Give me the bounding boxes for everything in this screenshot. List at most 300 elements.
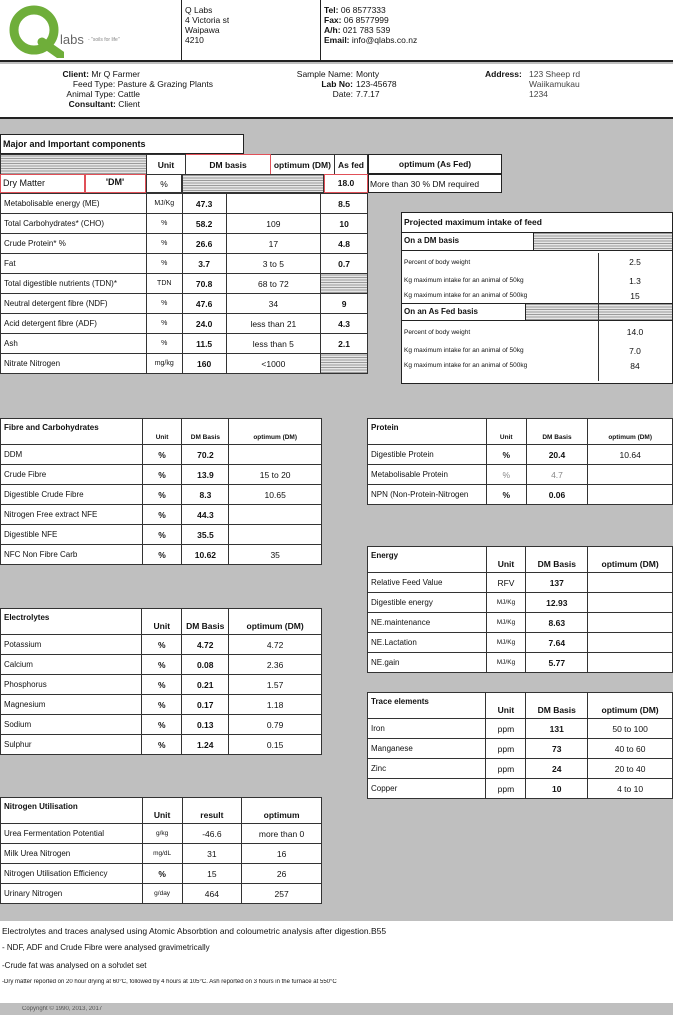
value-cell: 31: [182, 844, 242, 864]
table-row: [368, 633, 673, 653]
value-cell: 0.06: [526, 485, 588, 505]
table-row: [1, 234, 368, 254]
major-table: [0, 154, 368, 175]
table-row: [1, 884, 322, 904]
fibre-table: [0, 418, 322, 565]
col-header: DM basis: [186, 155, 270, 175]
client-label: Client:: [62, 69, 89, 79]
intake-title: Projected maximum intake of feed: [402, 213, 672, 233]
feed-value: Pasture & Grazing Plants: [117, 79, 213, 89]
lab-no-label: Lab No:: [321, 79, 353, 89]
hatched-cell: [1, 155, 147, 175]
table-row: [1, 695, 322, 715]
unit-cell: MJ/Kg: [486, 593, 526, 613]
intake-row: [402, 343, 672, 358]
col-header: optimum (DM): [229, 609, 322, 635]
optimum-value: 35: [229, 545, 322, 565]
col-header: DM Basis: [526, 693, 588, 719]
unit-cell: ppm: [486, 759, 526, 779]
intake-value: 1.3: [629, 275, 641, 286]
note: -Dry matter reported on 20 hour drying at 60°C, followed by 4 hours at 105°C. Ash reported on 3 hours in the furnace at 550°C: [2, 979, 337, 985]
unit-cell: %: [142, 505, 182, 525]
dry-matter-code: 'DM': [85, 175, 145, 192]
value-cell: 20.4: [526, 445, 588, 465]
optimum-value: 10.64: [588, 445, 673, 465]
as-fed-value: 4.3: [321, 314, 368, 334]
row-label: Metabolisable energy (ME): [1, 194, 147, 214]
dm-value: 160: [182, 354, 226, 374]
unit-cell: %: [142, 655, 182, 675]
table-row: [368, 739, 673, 759]
table-row: [1, 824, 322, 844]
row-label: NPN (Non-Protein-Nitrogen: [368, 485, 487, 505]
optimum-value: [588, 653, 673, 673]
row-label: Digestible NFE: [1, 525, 143, 545]
unit-cell: MJ/Kg: [146, 194, 182, 214]
table-row: [1, 354, 368, 374]
table-row: [368, 719, 673, 739]
optimum-value: [588, 613, 673, 633]
value-cell: 13.9: [182, 465, 229, 485]
table-row: [1, 844, 322, 864]
row-label: Digestible Protein: [368, 445, 487, 465]
optimum-value: [588, 633, 673, 653]
value-cell: 4.72: [182, 635, 229, 655]
header-row: [368, 693, 673, 719]
optimum-value: 109: [226, 214, 321, 234]
q-logo-icon: [6, 4, 64, 58]
value-cell: 8.3: [182, 485, 229, 505]
optimum-value: 16: [242, 844, 322, 864]
col-header: Unit: [142, 798, 182, 824]
logo-tagline: - "soils for life": [88, 37, 120, 43]
unit-cell: %: [142, 445, 182, 465]
unit-cell: %: [146, 334, 182, 354]
row-label: Calcium: [1, 655, 142, 675]
intake-table: [401, 212, 673, 384]
hatched-cell: [321, 274, 368, 294]
optimum-as-fed-header: optimum (As Fed): [368, 154, 502, 174]
optimum-value: 26: [242, 864, 322, 884]
optimum-value: less than 5: [226, 334, 321, 354]
intake-label: Percent of body weight: [404, 258, 471, 266]
intake-label: Kg maximum intake for an animal of 50kg: [404, 277, 524, 284]
row-label: Fat: [1, 254, 147, 274]
header-row: [1, 798, 322, 824]
col-header: Unit: [142, 419, 182, 445]
optimum-value: <1000: [226, 354, 321, 374]
tel-label: Tel:: [324, 5, 339, 15]
table-row: [1, 675, 322, 695]
optimum-value: [229, 445, 322, 465]
optimum-value: 4 to 10: [588, 779, 673, 799]
unit-cell: TDN: [146, 274, 182, 294]
unit-cell: %: [486, 465, 526, 485]
table-row: [368, 465, 673, 485]
table-row: [1, 635, 322, 655]
intake-dm-title: On a DM basis: [402, 233, 534, 250]
value-cell: 10: [526, 779, 588, 799]
intake-value: 84: [630, 360, 640, 371]
header-row: [1, 609, 322, 635]
client-address-line: 1234: [529, 89, 548, 99]
optimum-value: 40 to 60: [588, 739, 673, 759]
row-label: Metabolisable Protein: [368, 465, 487, 485]
unit-cell: %: [486, 485, 526, 505]
value-cell: 44.3: [182, 505, 229, 525]
optimum-value: more than 0: [242, 824, 322, 844]
unit-cell: %: [146, 214, 182, 234]
lab-name: Q Labs: [185, 5, 213, 15]
section-title: Fibre and Carbohydrates: [1, 419, 143, 445]
value-cell: 5.77: [526, 653, 588, 673]
col-header: optimum: [242, 798, 322, 824]
address-line: 4210: [185, 35, 204, 45]
unit-cell: %: [142, 675, 182, 695]
value-cell: 4.7: [526, 465, 588, 485]
intake-value: 14.0: [626, 327, 644, 337]
table-row: [368, 573, 673, 593]
feed-label: Feed Type:: [72, 79, 116, 89]
row-label: NE.gain: [368, 653, 487, 673]
table-row: [368, 759, 673, 779]
unit-cell: g/kg: [142, 824, 182, 844]
hatched-cell: [321, 354, 368, 374]
as-fed-value: 8.5: [321, 194, 368, 214]
intake-row: [402, 321, 672, 343]
row-label: Crude Protein* %: [1, 234, 147, 254]
table-row: [1, 505, 322, 525]
address-line: 4 Victoria st: [185, 15, 230, 25]
unit-cell: mg/kg: [146, 354, 182, 374]
table-row: [1, 194, 368, 214]
value-cell: 15: [182, 864, 242, 884]
row-label: Nitrate Nitrogen: [1, 354, 147, 374]
lab-address: [185, 5, 229, 45]
unit-cell: RFV: [486, 573, 526, 593]
optimum-value: [226, 194, 321, 214]
optimum-value: 2.36: [229, 655, 322, 675]
email-label: Email:: [324, 35, 350, 45]
note: - NDF, ADF and Crude Fibre were analysed gravimetrically: [2, 943, 210, 952]
address-line: Waipawa: [185, 25, 220, 35]
table-row: [1, 525, 322, 545]
row-label: Crude Fibre: [1, 465, 143, 485]
row-label: Zinc: [368, 759, 486, 779]
dm-value: 26.6: [182, 234, 226, 254]
row-label: Sulphur: [1, 735, 142, 755]
table-row: [1, 655, 322, 675]
unit-cell: %: [146, 314, 182, 334]
optimum-value: [229, 525, 322, 545]
col-header: optimum (DM): [229, 419, 322, 445]
table-row: [368, 779, 673, 799]
animal-label: Animal Type:: [66, 89, 116, 99]
optimum-value: [588, 465, 673, 485]
row-label: Manganese: [368, 739, 486, 759]
value-cell: 0.21: [182, 675, 229, 695]
logo-text: labs: [60, 32, 84, 47]
header-row: [1, 419, 322, 445]
row-label: Iron: [368, 719, 486, 739]
lab-no-value: 123-45678: [356, 79, 397, 89]
hatched-cell: [534, 233, 672, 250]
col-header: Unit: [142, 609, 182, 635]
as-fed-value: 2.1: [321, 334, 368, 354]
col-header: Unit: [486, 419, 526, 445]
unit-cell: %: [142, 485, 182, 505]
optimum-value: less than 21: [226, 314, 321, 334]
row-label: NE.maintenance: [368, 613, 487, 633]
table-row: [1, 314, 368, 334]
table-row: [1, 485, 322, 505]
animal-value: Cattle: [117, 89, 140, 99]
optimum-value: 0.15: [229, 735, 322, 755]
nitrogen-table: [0, 797, 322, 904]
optimum-value: [588, 485, 673, 505]
row-label: Nitrogen Utilisation Efficiency: [1, 864, 143, 884]
table-row: [368, 445, 673, 465]
unit-cell: %: [486, 445, 526, 465]
client-value: Mr Q Farmer: [91, 69, 140, 79]
col-header: Unit: [486, 693, 526, 719]
unit-cell: %: [142, 735, 182, 755]
header-row: [368, 419, 673, 445]
col-header: As fed: [335, 155, 368, 175]
major-title: Major and Important components: [0, 134, 244, 154]
table-row: [1, 864, 322, 884]
value-cell: 7.64: [526, 633, 588, 653]
optimum-value: [588, 593, 673, 613]
table-row: [1, 334, 368, 354]
ah-value: 021 783 539: [342, 25, 391, 35]
value-cell: 0.08: [182, 655, 229, 675]
address-label: Address:: [485, 69, 522, 79]
fax-label: Fax:: [324, 15, 342, 25]
trace-table: [367, 692, 673, 799]
optimum-value: 1.18: [229, 695, 322, 715]
value-cell: 464: [182, 884, 242, 904]
value-cell: 131: [526, 719, 588, 739]
note: -Crude fat was analysed on a sohxlet set: [2, 961, 147, 970]
intake-label: Kg maximum intake for an animal of 50kg: [404, 347, 524, 354]
intake-label: Kg maximum intake for an animal of 500kg: [404, 292, 528, 299]
protein-table: [367, 418, 673, 505]
optimum-value: 68 to 72: [226, 274, 321, 294]
value-cell: 0.17: [182, 695, 229, 715]
table-row: [1, 214, 368, 234]
unit-cell: ppm: [486, 779, 526, 799]
unit-cell: MJ/Kg: [486, 613, 526, 633]
dm-value: 47.3: [182, 194, 226, 214]
row-label: Potassium: [1, 635, 142, 655]
unit-cell: ppm: [486, 719, 526, 739]
optimum-value: 34: [226, 294, 321, 314]
unit-cell: %: [142, 715, 182, 735]
col-header: result: [182, 798, 242, 824]
copyright: Copyright © 1990, 2013, 2017: [22, 1006, 103, 1012]
optimum-as-fed-value: More than 30 % DM required: [368, 174, 502, 193]
row-label: NE.Lactation: [368, 633, 487, 653]
row-label: Magnesium: [1, 695, 142, 715]
value-cell: -46.6: [182, 824, 242, 844]
col-header: Unit: [486, 547, 526, 573]
row-label: Digestible energy: [368, 593, 487, 613]
unit-cell: MJ/Kg: [486, 653, 526, 673]
unit-cell: %: [142, 525, 182, 545]
col-header: DM Basis: [526, 419, 588, 445]
electrolytes-table: [0, 608, 322, 755]
unit-cell: %: [142, 545, 182, 565]
energy-table: [367, 546, 673, 673]
section-title: Protein: [368, 419, 487, 445]
table-row: [368, 613, 673, 633]
hatched-cell: [526, 304, 672, 320]
col-header: DM Basis: [526, 547, 588, 573]
optimum-value: 15 to 20: [229, 465, 322, 485]
as-fed-value: 9: [321, 294, 368, 314]
value-cell: 12.93: [526, 593, 588, 613]
dm-value: 24.0: [182, 314, 226, 334]
email-value[interactable]: info@qlabs.co.nz: [351, 35, 418, 45]
intake-value: 7.0: [629, 345, 641, 356]
dm-value: 11.5: [182, 334, 226, 354]
optimum-value: [229, 505, 322, 525]
intake-row: [402, 251, 672, 273]
header-row: [368, 547, 673, 573]
table-row: [368, 653, 673, 673]
unit-cell: ppm: [486, 739, 526, 759]
intake-label: Kg maximum intake for an animal of 500kg: [404, 362, 528, 369]
value-cell: 10.62: [182, 545, 229, 565]
major-rows: [0, 193, 368, 374]
unit-cell: %: [142, 635, 182, 655]
as-fed-value: 0.7: [321, 254, 368, 274]
tel-value: 06 8577333: [340, 5, 386, 15]
col-header: Unit: [146, 155, 186, 175]
unit-cell: g/day: [142, 884, 182, 904]
lab-contact: [324, 5, 417, 45]
row-label: Digestible Crude Fibre: [1, 485, 143, 505]
client-address-line: 123 Sheep rd: [529, 69, 581, 79]
table-row: [1, 445, 322, 465]
table-row: [1, 545, 322, 565]
table-row: [1, 294, 368, 314]
optimum-value: 1.57: [229, 675, 322, 695]
note: Electrolytes and traces analysed using Atomic Absorbtion and coloumetric analysis after digestion.B55: [2, 926, 387, 936]
row-label: Milk Urea Nitrogen: [1, 844, 143, 864]
value-cell: 24: [526, 759, 588, 779]
client-address-line: Waiikamukau: [529, 79, 580, 89]
col-header: optimum (DM): [588, 547, 673, 573]
intake-row: [402, 273, 672, 288]
section-title: Nitrogen Utilisation: [1, 798, 143, 824]
col-header: DM Basis: [182, 609, 229, 635]
section-title: Electrolytes: [1, 609, 142, 635]
row-label: Urinary Nitrogen: [1, 884, 143, 904]
optimum-value: 17: [226, 234, 321, 254]
optimum-value: 10.65: [229, 485, 322, 505]
section-title: Energy: [368, 547, 487, 573]
value-cell: 0.13: [182, 715, 229, 735]
row-label: Relative Feed Value: [368, 573, 487, 593]
row-label: Total Carbohydrates* (CHO): [1, 214, 147, 234]
intake-fed-title: On an As Fed basis: [402, 304, 526, 320]
row-label: Nitrogen Free extract NFE: [1, 505, 143, 525]
intake-label: Percent of body weight: [404, 328, 471, 336]
section-title: Trace elements: [368, 693, 486, 719]
col-header: optimum (DM): [270, 155, 334, 175]
intake-row: [402, 288, 672, 303]
as-fed-value: 4.8: [321, 234, 368, 254]
row-label: Total digestible nutrients (TDN)*: [1, 274, 147, 294]
optimum-value: 20 to 40: [588, 759, 673, 779]
col-header: optimum (DM): [588, 693, 673, 719]
col-header: optimum (DM): [588, 419, 673, 445]
row-label: NFC Non Fibre Carb: [1, 545, 143, 565]
consultant-value: Client: [118, 99, 140, 109]
table-row: [1, 735, 322, 755]
row-label: Acid detergent fibre (ADF): [1, 314, 147, 334]
dm-value: 47.6: [182, 294, 226, 314]
notes-section: [0, 921, 673, 1003]
row-label: Copper: [368, 779, 486, 799]
optimum-value: 4.72: [229, 635, 322, 655]
unit-cell: %: [146, 234, 182, 254]
client-info: [0, 64, 673, 119]
dry-matter-as-fed: 18.0: [324, 174, 368, 193]
value-cell: 1.24: [182, 735, 229, 755]
row-label: DDM: [1, 445, 143, 465]
table-row: [1, 465, 322, 485]
consultant-label: Consultant:: [68, 99, 116, 109]
hatched-cell: [182, 174, 324, 193]
optimum-value: 50 to 100: [588, 719, 673, 739]
row-label: Ash: [1, 334, 147, 354]
value-cell: 70.2: [182, 445, 229, 465]
unit-cell: MJ/Kg: [486, 633, 526, 653]
date-value: 7.7.17: [356, 89, 380, 99]
sample-value: Monty: [356, 69, 380, 79]
row-label: Sodium: [1, 715, 142, 735]
row-label: Phosphorus: [1, 675, 142, 695]
row-label: Urea Fermentation Potential: [1, 824, 143, 844]
dm-value: 58.2: [182, 214, 226, 234]
unit-cell: %: [142, 864, 182, 884]
unit-cell: %: [146, 254, 182, 274]
optimum-value: 257: [242, 884, 322, 904]
sample-label: Sample Name:: [296, 69, 353, 79]
optimum-value: 0.79: [229, 715, 322, 735]
row-label: Neutral detergent fibre (NDF): [1, 294, 147, 314]
value-cell: 73: [526, 739, 588, 759]
value-cell: 137: [526, 573, 588, 593]
value-cell: 35.5: [182, 525, 229, 545]
intake-value: 15: [630, 290, 640, 301]
unit-cell: mg/dL: [142, 844, 182, 864]
intake-row: [402, 358, 672, 373]
value-cell: 8.63: [526, 613, 588, 633]
optimum-value: [588, 573, 673, 593]
date-label: Date:: [332, 89, 353, 99]
fax-value: 06 8577999: [343, 15, 389, 25]
table-row: [368, 593, 673, 613]
table-row: [1, 274, 368, 294]
dm-value: 3.7: [182, 254, 226, 274]
dry-matter-label: Dry Matter: [0, 174, 146, 193]
ah-label: A/h:: [324, 25, 341, 35]
report-header: [0, 0, 673, 62]
